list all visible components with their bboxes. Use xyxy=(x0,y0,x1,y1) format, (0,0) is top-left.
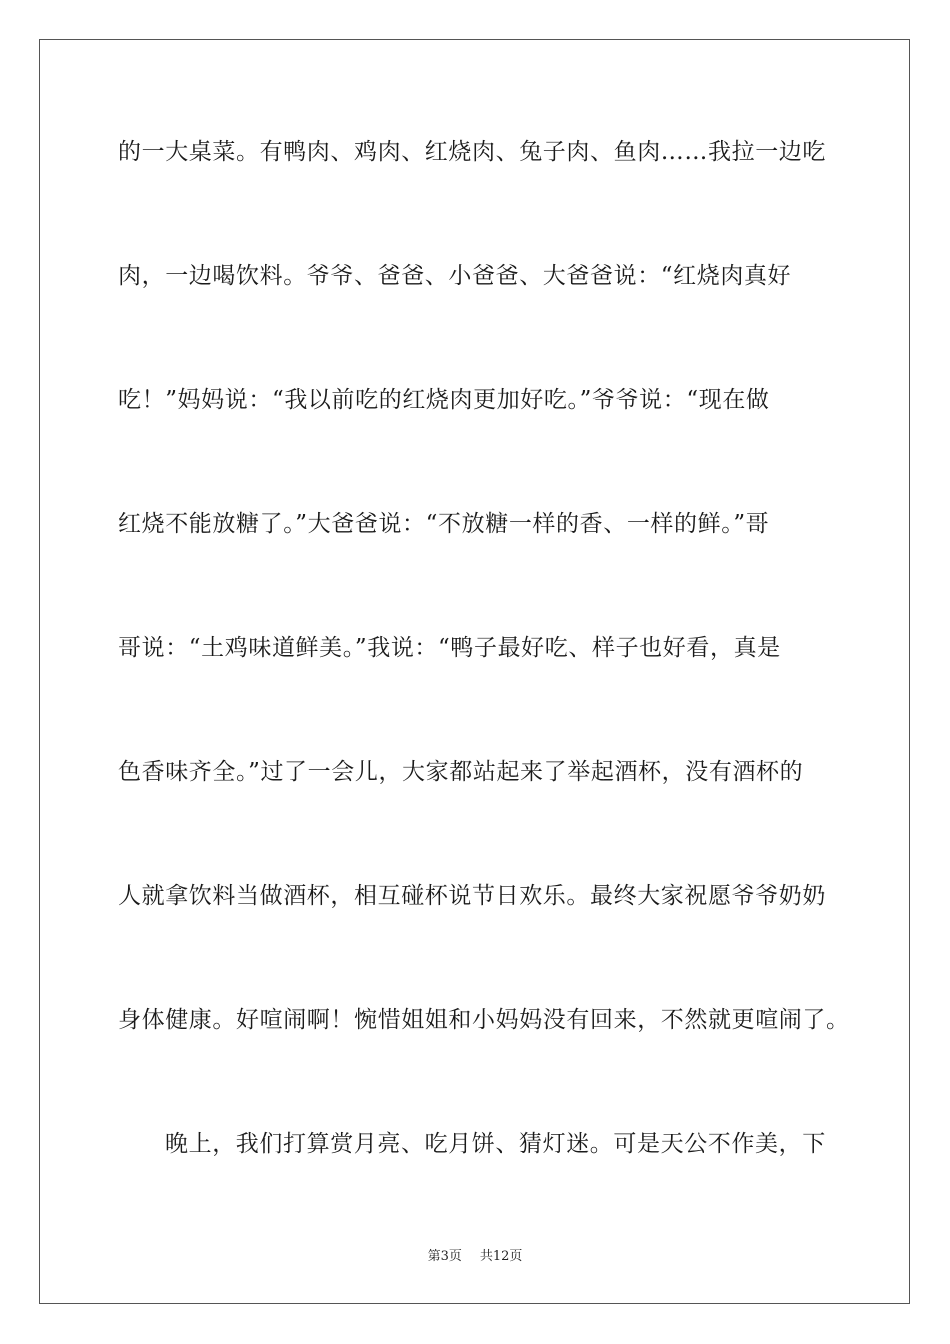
page-footer xyxy=(0,1248,950,1266)
paragraph-line-5: 哥说：“土鸡味道鲜美。”我说：“鸭子最好吃、样子也好看，真是 xyxy=(118,635,781,661)
paragraph-line-9: 晚上，我们打算赏月亮、吃月饼、猜灯迷。可是天公不作美，下 xyxy=(165,1131,826,1157)
paragraph-line-7: 人就拿饮料当做酒杯，相互碰杯说节日欢乐。最终大家祝愿爷爷奶奶 xyxy=(118,883,826,909)
paragraph-line-8: 身体健康。好喧闹啊！惋惜姐姐和小妈妈没有回来，不然就更喧闹了。 xyxy=(118,1007,850,1033)
page-number: 第3页 xyxy=(427,1249,462,1264)
paragraph-line-3: 吃！”妈妈说：“我以前吃的红烧肉更加好吃。”爷爷说：“现在做 xyxy=(118,387,770,413)
paragraph-line-2: 肉，一边喝饮料。爷爷、爸爸、小爸爸、大爸爸说：“红烧肉真好 xyxy=(118,263,792,289)
paragraph-line-4: 红烧不能放糖了。”大爸爸说：“不放糖一样的香、一样的鲜。”哥 xyxy=(118,511,770,537)
paragraph-line-6: 色香味齐全。”过了一会儿，大家都站起来了举起酒杯，没有酒杯的 xyxy=(118,759,804,785)
paragraph-line-1: 的一大桌菜。有鸭肉、鸡肉、红烧肉、兔子肉、鱼肉……我拉一边吃 xyxy=(118,139,826,165)
page-border xyxy=(39,39,910,1304)
page-total: 共12页 xyxy=(479,1249,523,1264)
